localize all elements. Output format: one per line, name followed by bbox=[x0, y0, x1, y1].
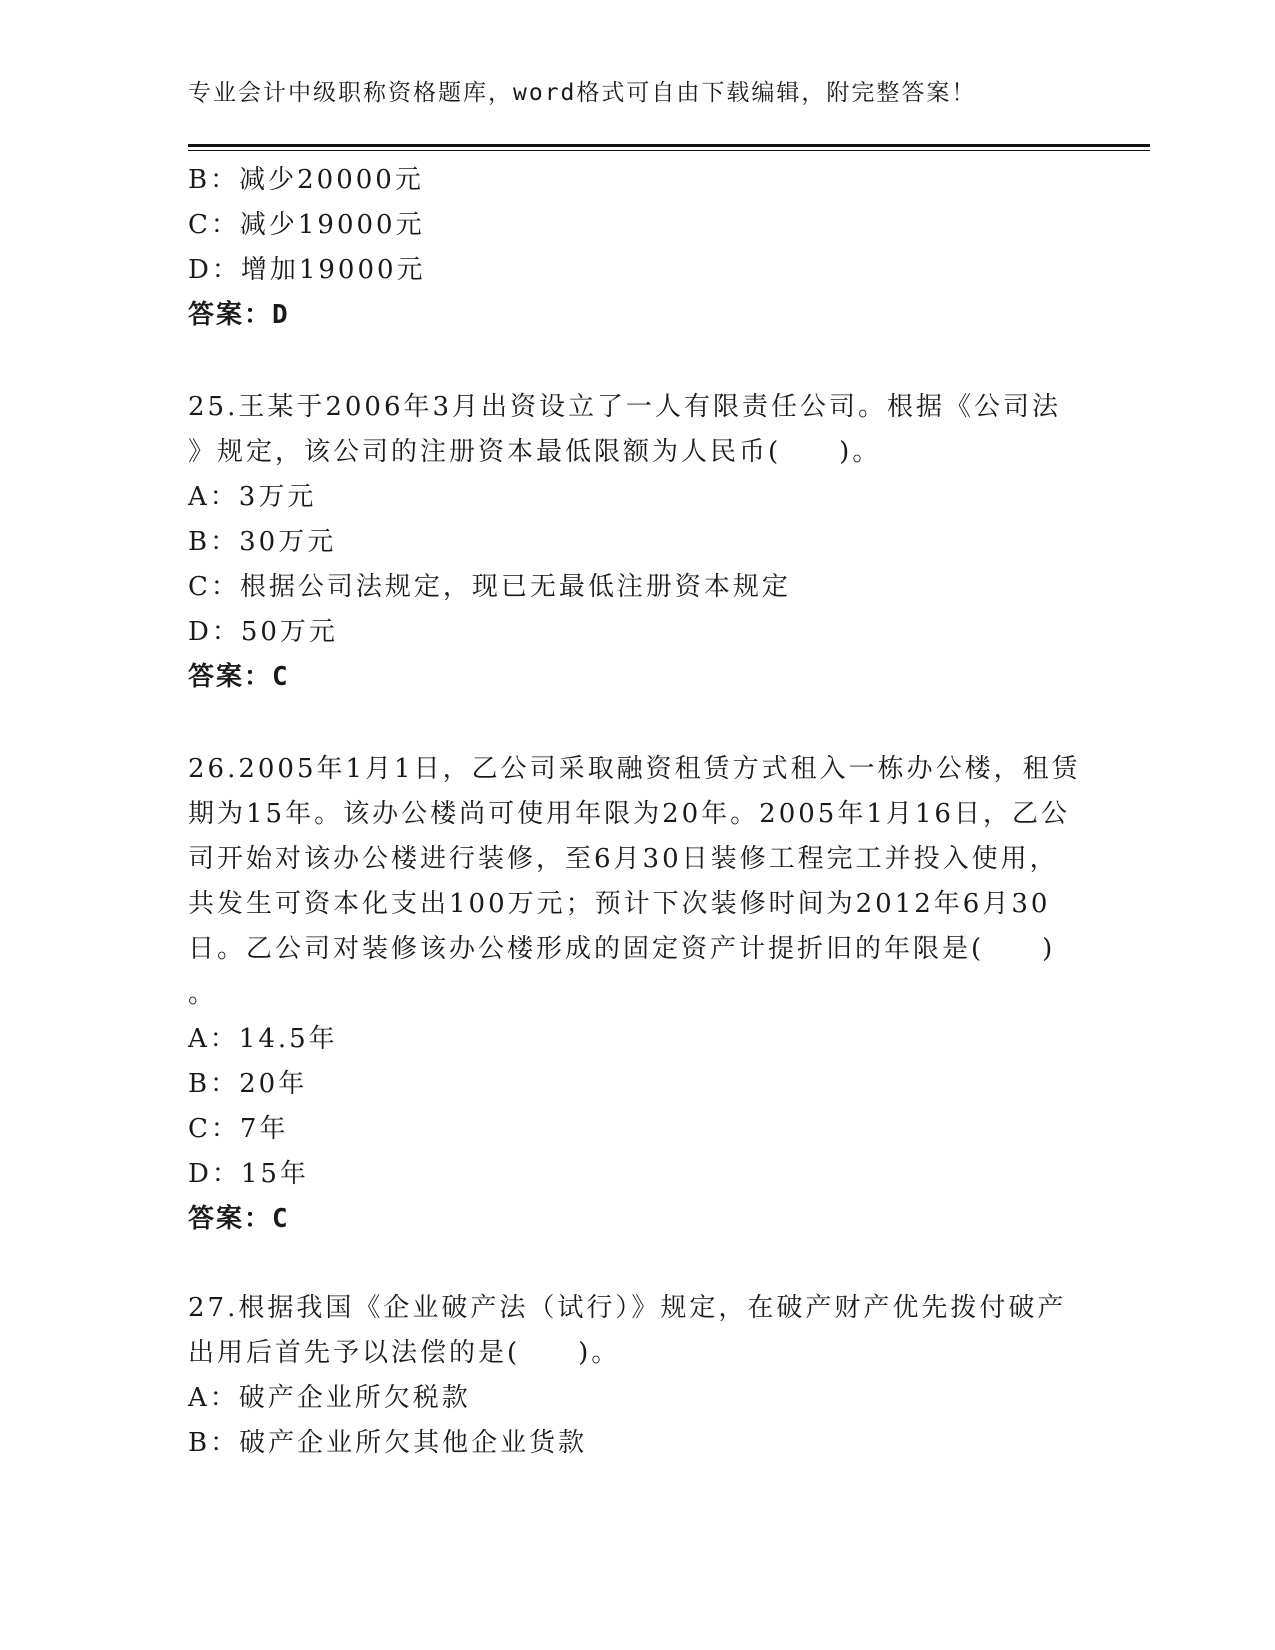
option-b: B：20年 bbox=[188, 1069, 308, 1099]
question-text-line: 共发生可资本化支出100万元；预计下次装修时间为2012年6月30 bbox=[188, 889, 1051, 919]
option-c: C：根据公司法规定，现已无最低注册资本规定 bbox=[188, 572, 791, 602]
question-text-line: 25.王某于2006年3月出资设立了一人有限责任公司。根据《公司法 bbox=[188, 392, 1062, 422]
answer-line: 答案：D bbox=[188, 300, 290, 330]
question-text-line: 日。乙公司对装修该办公楼形成的固定资产计提折旧的年限是( ) bbox=[188, 934, 1056, 964]
question-27 bbox=[188, 1286, 1088, 1466]
question-24-tail bbox=[188, 158, 1088, 338]
option-d: D：50万元 bbox=[188, 617, 338, 647]
question-26 bbox=[188, 747, 1088, 1242]
option-d: D：增加19000元 bbox=[188, 255, 426, 285]
question-list bbox=[188, 158, 1088, 1466]
header-divider-thin bbox=[188, 150, 1150, 151]
answer-line: 答案：C bbox=[188, 1204, 290, 1234]
question-text-line: 》规定，该公司的注册资本最低限额为人民币( )。 bbox=[188, 437, 882, 467]
question-text-line: 出用后首先予以法偿的是( )。 bbox=[188, 1338, 621, 1368]
option-a: A：3万元 bbox=[188, 482, 317, 512]
option-b: B：30万元 bbox=[188, 527, 337, 557]
question-text-line: 。 bbox=[188, 979, 218, 1009]
question-text-line: 27.根据我国《企业破产法（试行）》规定，在破产财产优先拨付破产 bbox=[188, 1293, 1067, 1323]
option-d: D：15年 bbox=[188, 1159, 309, 1189]
question-text-line: 期为15年。该办公楼尚可使用年限为20年。2005年1月16日，乙公 bbox=[188, 799, 1070, 829]
question-text-line: 26.2005年1月1日，乙公司采取融资租赁方式租入一栋办公楼，租赁 bbox=[188, 754, 1081, 784]
page-header: 专业会计中级职称资格题库，word格式可自由下载编辑，附完整答案！ bbox=[188, 80, 977, 106]
option-b: B：破产企业所欠其他企业货款 bbox=[188, 1428, 588, 1458]
header-divider-thick bbox=[188, 144, 1150, 147]
option-a: A：14.5年 bbox=[188, 1024, 338, 1054]
option-c: C：7年 bbox=[188, 1114, 289, 1144]
question-25 bbox=[188, 385, 1088, 700]
question-text-line: 司开始对该办公楼进行装修，至6月30日装修工程完工并投入使用， bbox=[188, 844, 1059, 874]
option-a: A：破产企业所欠税款 bbox=[188, 1383, 471, 1413]
option-b: B：减少20000元 bbox=[188, 165, 424, 195]
answer-line: 答案：C bbox=[188, 662, 290, 692]
option-c: C：减少19000元 bbox=[188, 210, 425, 240]
